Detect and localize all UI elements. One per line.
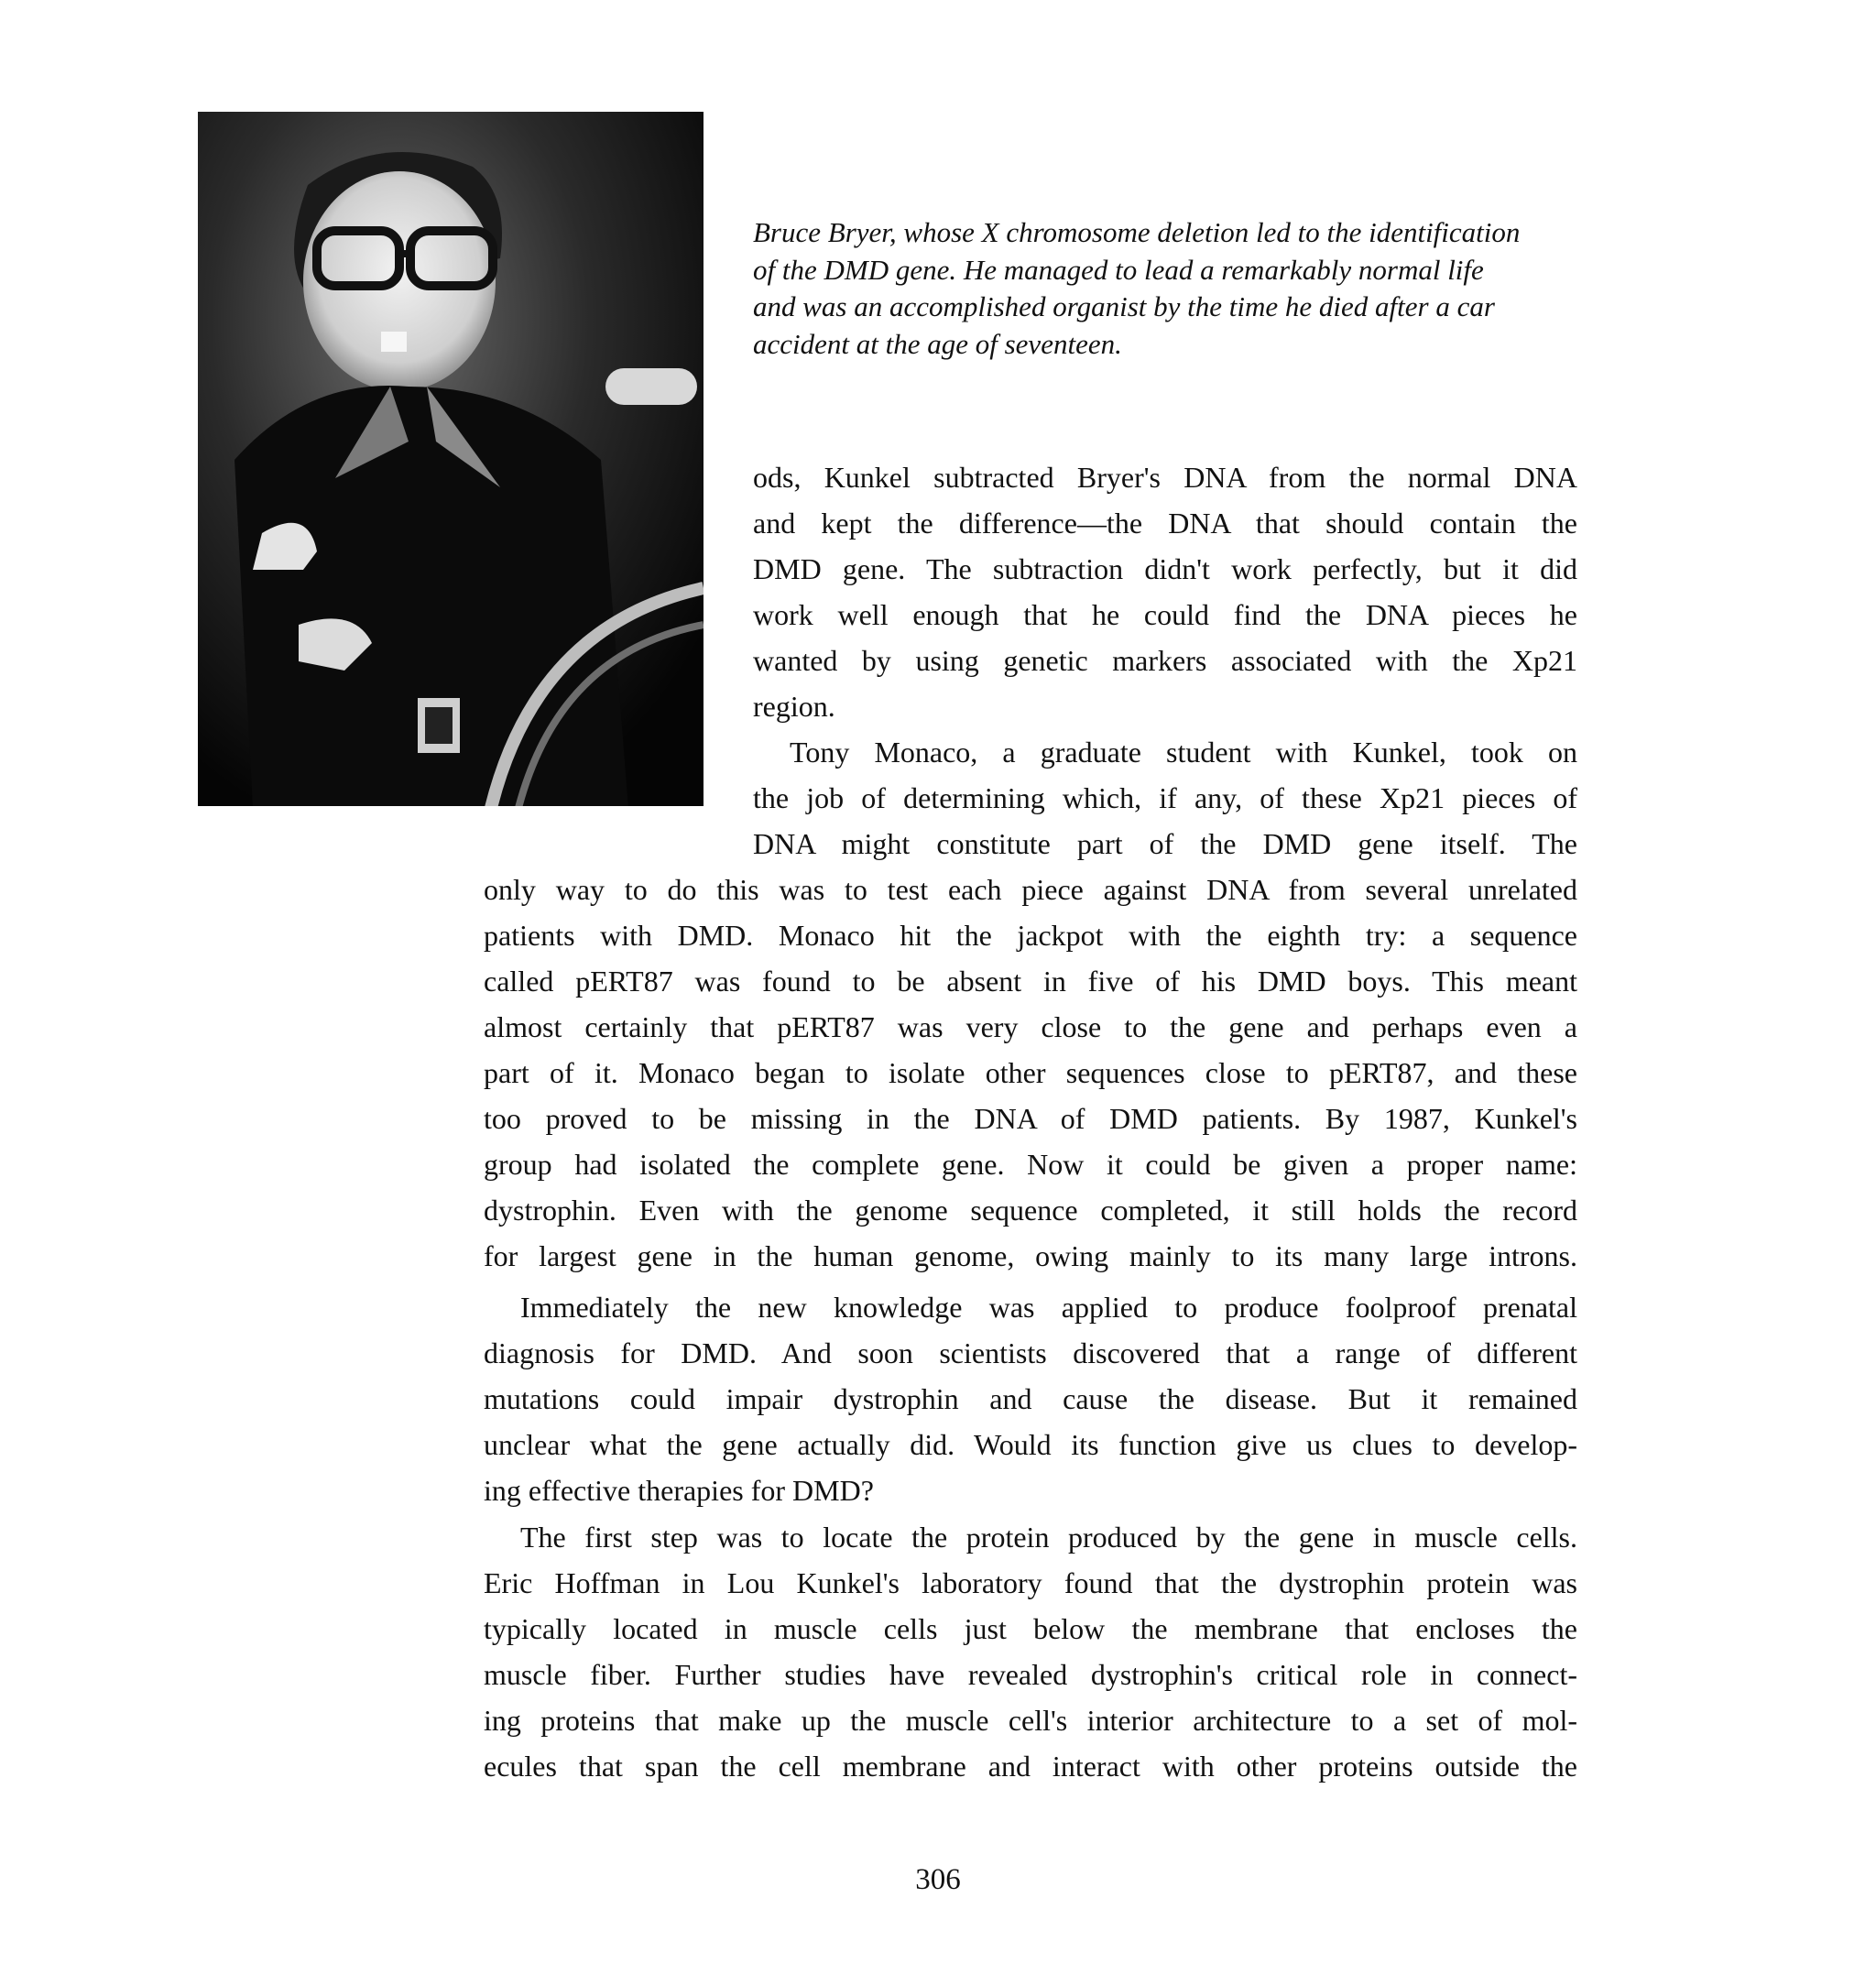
body-line: Eric Hoffman in Lou Kunkel's laboratory found that the dystrophin protein was [484, 1566, 1577, 1599]
body-line: ecules that span the cell membrane and interact with other proteins outside the [484, 1750, 1577, 1783]
photo-caption [753, 214, 1577, 363]
body-line: typically located in muscle cells just below the membrane that encloses the [484, 1612, 1577, 1645]
body-line: patients with DMD. Monaco hit the jackpot with the eighth try: a sequence [484, 919, 1577, 952]
body-line: ing proteins that make up the muscle cell's interior architecture to a set of mol- [484, 1704, 1577, 1737]
body-line: too proved to be missing in the DNA of DMD patients. By 1987, Kunkel's [484, 1102, 1577, 1135]
body-line: the job of determining which, if any, of these Xp21 pieces of [753, 781, 1577, 814]
body-line: Immediately the new knowledge was applied to produce foolproof prenatal [520, 1291, 1577, 1324]
body-line: work well enough that he could find the DNA pieces he [753, 598, 1577, 631]
body-line: for largest gene in the human genome, owing mainly to its many large introns. [484, 1239, 1577, 1272]
caption-line: and was an accomplished organist by the time he died after a car [753, 290, 1495, 322]
photo-bruce-bryer [198, 112, 704, 806]
body-line: diagnosis for DMD. And soon scientists discovered that a range of different [484, 1336, 1577, 1369]
caption-line: accident at the age of seventeen. [753, 327, 1122, 360]
body-line: part of it. Monaco began to isolate other sequences close to pERT87, and these [484, 1056, 1577, 1089]
body-line: unclear what the gene actually did. Would its function give us clues to develop- [484, 1428, 1577, 1461]
body-line: group had isolated the complete gene. Now it could be given a proper name: [484, 1148, 1577, 1181]
body-line: almost certainly that pERT87 was very close to the gene and perhaps even a [484, 1010, 1577, 1043]
body-line: mutations could impair dystrophin and cause the disease. But it remained [484, 1382, 1577, 1415]
body-line: ods, Kunkel subtracted Bryer's DNA from the normal DNA [753, 461, 1577, 494]
body-line: dystrophin. Even with the genome sequence completed, it still holds the record [484, 1194, 1577, 1227]
body-line: Tony Monaco, a graduate student with Kunkel, took on [790, 736, 1577, 769]
body-line: DMD gene. The subtraction didn't work perfectly, but it did [753, 552, 1577, 585]
page-number: 306 [915, 1863, 961, 1896]
body-line: The first step was to locate the protein produced by the gene in muscle cells. [520, 1521, 1577, 1554]
photo-image [198, 112, 704, 806]
body-line: region. [753, 690, 835, 723]
body-line: only way to do this was to test each piece against DNA from several unrelated [484, 873, 1577, 906]
caption-line: of the DMD gene. He managed to lead a remarkably normal life [753, 253, 1484, 286]
body-line: ing effective therapies for DMD? [484, 1474, 874, 1507]
caption-line: Bruce Bryer, whose X chromosome deletion led to the identification [753, 216, 1521, 248]
body-line: muscle fiber. Further studies have revealed dystrophin's critical role in connect- [484, 1658, 1577, 1691]
body-line: DNA might constitute part of the DMD gene itself. The [753, 827, 1577, 860]
body-line: called pERT87 was found to be absent in five of his DMD boys. This meant [484, 965, 1577, 998]
body-line: wanted by using genetic markers associated with the Xp21 [753, 644, 1577, 677]
body-line: and kept the difference—the DNA that should contain the [753, 507, 1577, 540]
